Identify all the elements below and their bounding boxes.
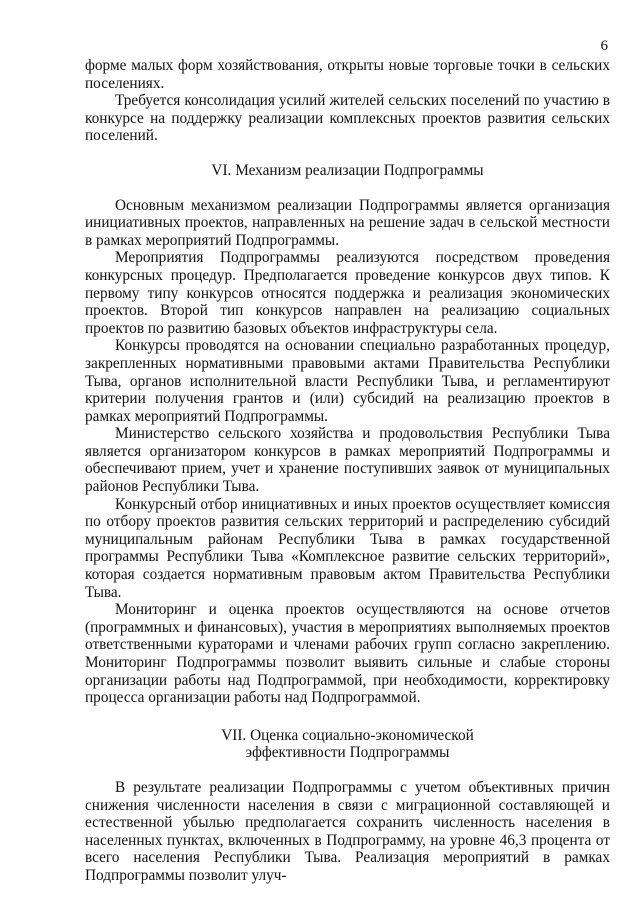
paragraph: В результате реализации Подпрограммы с учетом объективных причин снижения численности населения в связи с миграционной составляющей и естественной убылью предполагается сохранить численность населения в населенных пунктах, включенных в Подпрограмму, на уровне 46,3 процента от всего населения Республики Тыва. Реализация мероприятий в рамках Подпрограммы позволит улуч- bbox=[85, 778, 610, 884]
paragraph: Основным механизмом реализации Подпрограммы является организация инициативных проектов, направленных на решение задач в сельской местности в рамках мероприятий Подпрограммы. bbox=[85, 196, 610, 249]
paragraph: Министерство сельского хозяйства и продовольствия Республики Тыва является организатором конкурсов в рамках мероприятий Подпрограммы и обеспечивают прием, учет и хранение поступивших заявок от муниципальных районов Республики Тыва. bbox=[85, 425, 610, 496]
section-heading-vii-line1: VII. Оценка социально-экономической bbox=[221, 726, 474, 744]
paragraph: Требуется консолидация усилий жителей сельских поселений по участию в конкурсе на поддержку реализации комплексных проектов развития сельских поселений. bbox=[85, 92, 610, 145]
paragraph: форме малых форм хозяйствования, открыты новые торговые точки в сельских поселениях. bbox=[85, 57, 610, 92]
document-body bbox=[85, 57, 610, 885]
paragraph: Мероприятия Подпрограммы реализуются посредством проведения конкурсных процедур. Предполагается проведение конкурсов двух типов. К первому типу конкурсов относятся поддержка и реализация экономических проектов. Второй тип конкурсов направлен на реализацию социальных проектов по развитию базовых объектов инфраструктуры села. bbox=[85, 249, 610, 337]
paragraph: Конкурсы проводятся на основании специально разработанных процедур, закрепленных нормативными правовыми актами Правительства Республики Тыва, органов исполнительной власти Республики Тыва, и регламентируют критерии получения грантов и (или) субсидий на реализацию проектов в рамках мероприятий Подпрограммы. bbox=[85, 337, 610, 425]
paragraph: Мониторинг и оценка проектов осуществляются на основе отчетов (программных и финансовых), участия в мероприятиях выполняемых проектов ответственными кураторами и членами рабочих групп согласно закреплению. Мониторинг Подпрограммы позволит выявить сильные и слабые стороны организации работы над Подпрограммой, при необходимости, корректировку процесса организации работы над Подпрограммой. bbox=[85, 601, 610, 707]
section-heading-vi: VI. Механизм реализации Подпрограммы bbox=[211, 161, 484, 179]
page-number: 6 bbox=[600, 38, 608, 54]
paragraph: Конкурсный отбор инициативных и иных проектов осуществляет комиссия по отбору проектов развития сельских территорий и распределению субсидий муниципальным районам Республики Тыва в рамках государственной программы Республики Тыва «Комплексное развитие сельских территорий», которая создается нормативным правовым актом Правительства Республики Тыва. bbox=[85, 495, 610, 601]
section-heading-vii-line2: эффективности Подпрограммы bbox=[245, 744, 450, 762]
